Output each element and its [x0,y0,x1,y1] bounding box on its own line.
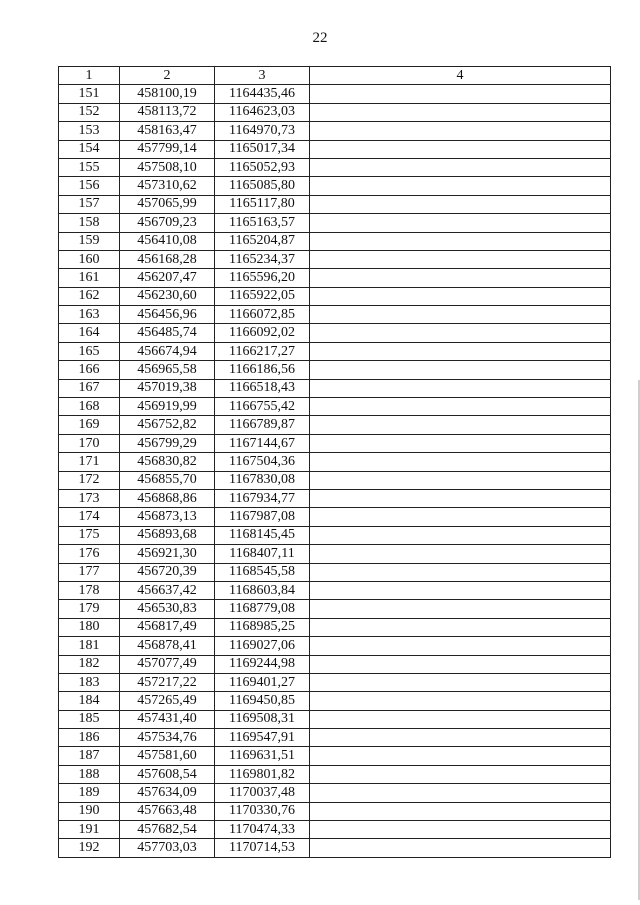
table-row [59,471,611,489]
table-row [59,269,611,287]
cell-x: 456919,99 [120,398,215,416]
table-row [59,618,611,636]
table-row [59,195,611,213]
cell-y: 1164435,46 [215,85,310,103]
cell-x: 457265,49 [120,692,215,710]
cell-notes [310,361,611,379]
table-row [59,692,611,710]
cell-x: 457581,60 [120,747,215,765]
cell-x: 457310,62 [120,177,215,195]
cell-x: 456168,28 [120,250,215,268]
table-row [59,508,611,526]
table-body [59,85,611,857]
cell-y: 1169401,27 [215,673,310,691]
cell-point-number: 165 [59,342,120,360]
cell-point-number: 160 [59,250,120,268]
cell-notes [310,140,611,158]
cell-notes [310,122,611,140]
cell-y: 1165052,93 [215,158,310,176]
cell-y: 1165596,20 [215,269,310,287]
cell-y: 1167934,77 [215,489,310,507]
cell-notes [310,195,611,213]
cell-point-number: 166 [59,361,120,379]
table-row [59,600,611,618]
header-cell-x: 2 [120,67,215,85]
table-row [59,581,611,599]
cell-x: 457608,54 [120,765,215,783]
cell-y: 1169027,06 [215,637,310,655]
cell-notes [310,765,611,783]
cell-y: 1168985,25 [215,618,310,636]
table-row [59,453,611,471]
cell-notes [310,563,611,581]
cell-x: 457077,49 [120,655,215,673]
cell-notes [310,526,611,544]
cell-y: 1168603,84 [215,581,310,599]
cell-point-number: 185 [59,710,120,728]
cell-y: 1165017,34 [215,140,310,158]
cell-point-number: 191 [59,821,120,839]
cell-y: 1166092,02 [215,324,310,342]
cell-notes [310,342,611,360]
cell-notes [310,821,611,839]
table-row [59,434,611,452]
cell-x: 456965,58 [120,361,215,379]
table-row [59,398,611,416]
cell-y: 1169801,82 [215,765,310,783]
table-row [59,637,611,655]
cell-x: 456230,60 [120,287,215,305]
cell-x: 456893,68 [120,526,215,544]
cell-point-number: 181 [59,637,120,655]
cell-point-number: 162 [59,287,120,305]
cell-point-number: 155 [59,158,120,176]
cell-point-number: 169 [59,416,120,434]
cell-y: 1165085,80 [215,177,310,195]
cell-y: 1168545,58 [215,563,310,581]
cell-point-number: 182 [59,655,120,673]
cell-notes [310,784,611,802]
cell-y: 1168145,45 [215,526,310,544]
cell-notes [310,692,611,710]
cell-point-number: 153 [59,122,120,140]
cell-point-number: 152 [59,103,120,121]
header-cell-point-number: 1 [59,67,120,85]
cell-x: 456485,74 [120,324,215,342]
cell-notes [310,287,611,305]
table-row [59,250,611,268]
cell-point-number: 158 [59,214,120,232]
cell-x: 456720,39 [120,563,215,581]
cell-x: 457508,10 [120,158,215,176]
header-cell-notes: 4 [310,67,611,85]
cell-point-number: 179 [59,600,120,618]
cell-notes [310,729,611,747]
table-row [59,416,611,434]
cell-point-number: 189 [59,784,120,802]
table-header-row [59,67,611,85]
table-row [59,489,611,507]
table-row [59,342,611,360]
cell-x: 456873,13 [120,508,215,526]
table-row [59,710,611,728]
table-row [59,784,611,802]
cell-point-number: 154 [59,140,120,158]
cell-notes [310,306,611,324]
cell-notes [310,839,611,857]
cell-y: 1167987,08 [215,508,310,526]
cell-notes [310,177,611,195]
cell-x: 457634,09 [120,784,215,802]
cell-y: 1166186,56 [215,361,310,379]
cell-notes [310,103,611,121]
cell-point-number: 177 [59,563,120,581]
cell-x: 457703,03 [120,839,215,857]
cell-point-number: 167 [59,379,120,397]
cell-x: 456674,94 [120,342,215,360]
cell-notes [310,434,611,452]
table-row [59,232,611,250]
table-row [59,287,611,305]
cell-notes [310,85,611,103]
cell-y: 1166217,27 [215,342,310,360]
cell-notes [310,581,611,599]
cell-x: 456637,42 [120,581,215,599]
cell-x: 458113,72 [120,103,215,121]
cell-notes [310,508,611,526]
cell-y: 1169508,31 [215,710,310,728]
cell-y: 1164623,03 [215,103,310,121]
table-row [59,655,611,673]
cell-notes [310,416,611,434]
cell-x: 456855,70 [120,471,215,489]
cell-y: 1166755,42 [215,398,310,416]
cell-notes [310,489,611,507]
cell-notes [310,379,611,397]
cell-point-number: 174 [59,508,120,526]
cell-y: 1170474,33 [215,821,310,839]
cell-notes [310,158,611,176]
cell-y: 1170330,76 [215,802,310,820]
cell-notes [310,269,611,287]
cell-x: 457431,40 [120,710,215,728]
cell-y: 1167830,08 [215,471,310,489]
cell-y: 1165234,37 [215,250,310,268]
table-row [59,821,611,839]
table-row [59,729,611,747]
cell-y: 1168779,08 [215,600,310,618]
cell-notes [310,618,611,636]
cell-notes [310,655,611,673]
table-row [59,177,611,195]
cell-point-number: 183 [59,673,120,691]
cell-point-number: 172 [59,471,120,489]
cell-point-number: 180 [59,618,120,636]
cell-y: 1165204,87 [215,232,310,250]
table-row [59,563,611,581]
table-row [59,140,611,158]
cell-x: 457019,38 [120,379,215,397]
cell-point-number: 171 [59,453,120,471]
cell-x: 456530,83 [120,600,215,618]
cell-y: 1169631,51 [215,747,310,765]
cell-y: 1164970,73 [215,122,310,140]
page-number: 22 [312,30,328,46]
cell-notes [310,545,611,563]
cell-point-number: 176 [59,545,120,563]
cell-y: 1168407,11 [215,545,310,563]
cell-y: 1167504,36 [215,453,310,471]
cell-notes [310,453,611,471]
cell-x: 457682,54 [120,821,215,839]
cell-x: 456868,86 [120,489,215,507]
table-row [59,122,611,140]
cell-notes [310,710,611,728]
coordinates-table [58,66,611,858]
table-row [59,545,611,563]
cell-point-number: 187 [59,747,120,765]
cell-point-number: 161 [59,269,120,287]
table-row [59,526,611,544]
cell-notes [310,637,611,655]
cell-y: 1166072,85 [215,306,310,324]
table-row [59,158,611,176]
cell-notes [310,250,611,268]
cell-notes [310,802,611,820]
cell-y: 1169450,85 [215,692,310,710]
cell-y: 1170714,53 [215,839,310,857]
cell-point-number: 157 [59,195,120,213]
cell-point-number: 186 [59,729,120,747]
cell-x: 457217,22 [120,673,215,691]
table-row [59,379,611,397]
cell-notes [310,324,611,342]
cell-notes [310,471,611,489]
cell-y: 1166518,43 [215,379,310,397]
cell-notes [310,232,611,250]
table-row [59,802,611,820]
cell-notes [310,398,611,416]
cell-point-number: 156 [59,177,120,195]
cell-x: 456456,96 [120,306,215,324]
cell-point-number: 168 [59,398,120,416]
cell-y: 1167144,67 [215,434,310,452]
cell-y: 1169244,98 [215,655,310,673]
cell-y: 1165163,57 [215,214,310,232]
cell-x: 456799,29 [120,434,215,452]
cell-y: 1170037,48 [215,784,310,802]
table-row [59,765,611,783]
cell-point-number: 151 [59,85,120,103]
cell-x: 456830,82 [120,453,215,471]
cell-x: 456817,49 [120,618,215,636]
cell-point-number: 178 [59,581,120,599]
table-row [59,324,611,342]
cell-x: 457663,48 [120,802,215,820]
cell-y: 1166789,87 [215,416,310,434]
cell-x: 456878,41 [120,637,215,655]
cell-notes [310,747,611,765]
cell-x: 457065,99 [120,195,215,213]
cell-x: 457534,76 [120,729,215,747]
cell-y: 1165922,05 [215,287,310,305]
cell-y: 1165117,80 [215,195,310,213]
cell-point-number: 188 [59,765,120,783]
cell-x: 456207,47 [120,269,215,287]
table-row [59,103,611,121]
cell-x: 456921,30 [120,545,215,563]
cell-point-number: 175 [59,526,120,544]
header-cell-y: 3 [215,67,310,85]
table-row [59,306,611,324]
cell-point-number: 184 [59,692,120,710]
cell-point-number: 163 [59,306,120,324]
table-row [59,85,611,103]
cell-x: 457799,14 [120,140,215,158]
cell-point-number: 190 [59,802,120,820]
cell-x: 458163,47 [120,122,215,140]
cell-y: 1169547,91 [215,729,310,747]
cell-point-number: 159 [59,232,120,250]
cell-point-number: 164 [59,324,120,342]
table-row [59,214,611,232]
cell-x: 456709,23 [120,214,215,232]
table-row [59,839,611,857]
cell-point-number: 173 [59,489,120,507]
cell-x: 458100,19 [120,85,215,103]
cell-notes [310,214,611,232]
table-row [59,747,611,765]
cell-notes [310,600,611,618]
cell-x: 456752,82 [120,416,215,434]
cell-point-number: 192 [59,839,120,857]
table-row [59,673,611,691]
cell-x: 456410,08 [120,232,215,250]
table-row [59,361,611,379]
cell-notes [310,673,611,691]
cell-point-number: 170 [59,434,120,452]
